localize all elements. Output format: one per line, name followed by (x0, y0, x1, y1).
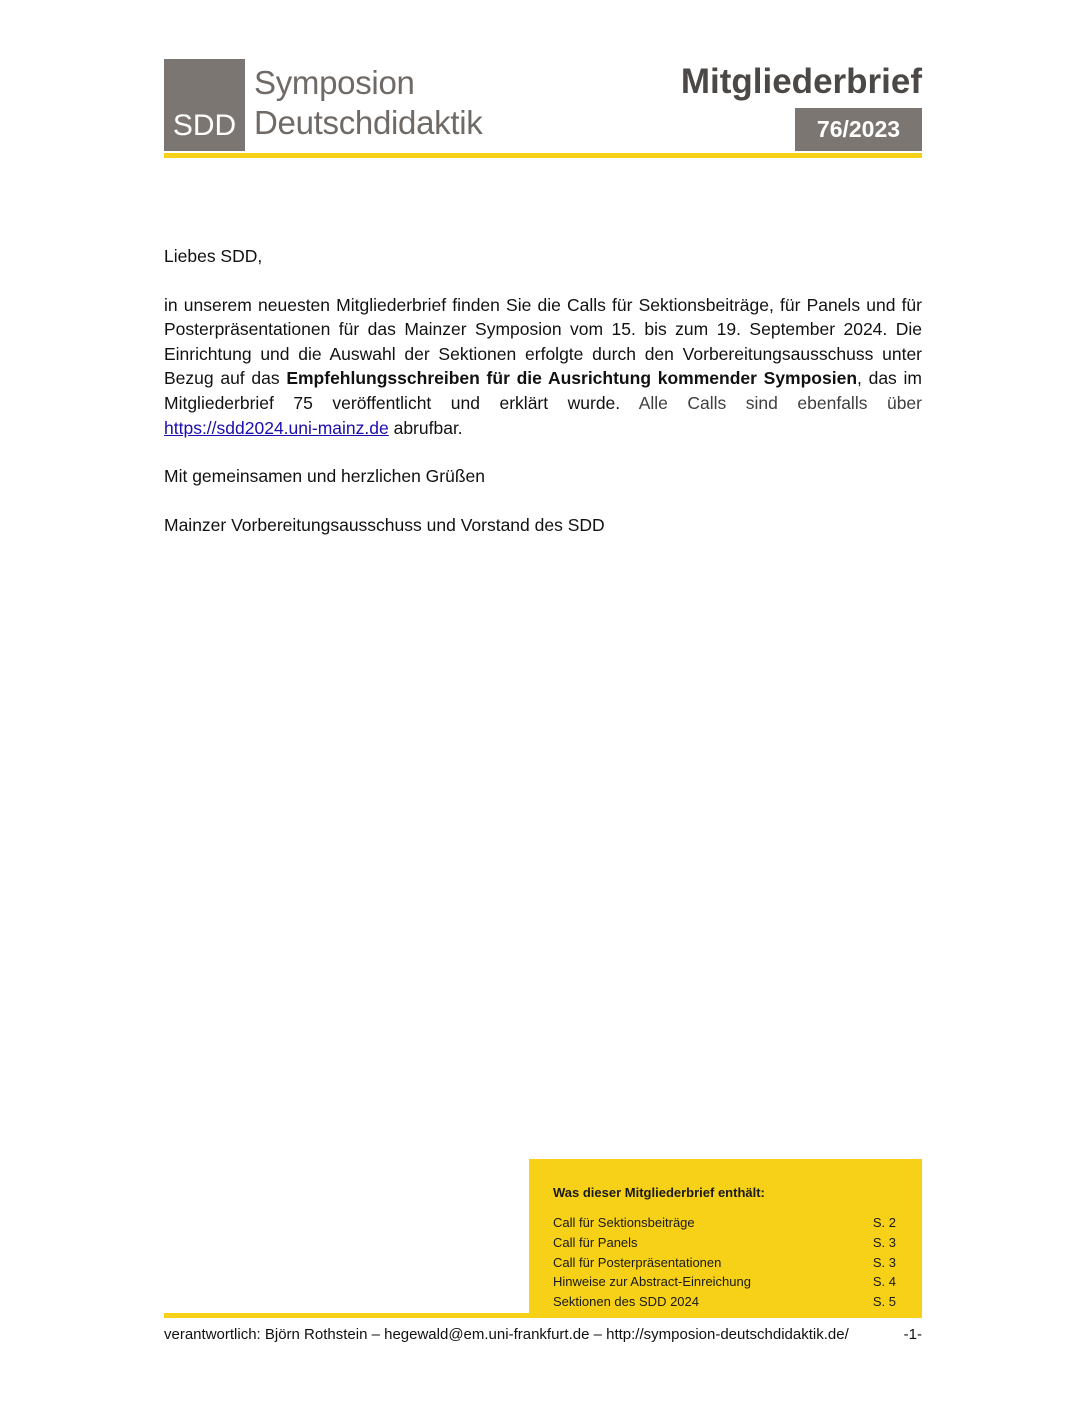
symposium-website-link[interactable]: https://sdd2024.uni-mainz.de (164, 417, 389, 438)
issue-number-badge: 76/2023 (795, 108, 922, 151)
page-footer (164, 1326, 922, 1343)
paragraph-text-4: abrufbar. (388, 417, 463, 438)
paragraph-text-2: , das im Mitgliederbrief 75 veröffentlicht und erklärt wurde. (164, 368, 922, 413)
signature: Mainzer Vorbereitungsausschuss und Vorstand des SDD (164, 514, 605, 535)
toc-item-page: S. 2 (872, 1215, 896, 1230)
letter-body (164, 244, 922, 537)
footer-responsible-text: verantwortlich: Björn Rothstein – hegewald@em.uni-frankfurt.de – http://symposion-deutschdidaktik.de/ (164, 1326, 849, 1343)
toc-item-label: Call für Panels (553, 1234, 638, 1250)
closing-greeting: Mit gemeinsamen und herzlichen Grüßen (164, 466, 485, 487)
toc-item-page: S. 3 (872, 1234, 896, 1250)
logo-abbreviation: SDD (172, 109, 237, 142)
toc-item-label: Sektionen des SDD 2024 (553, 1294, 699, 1310)
logo-text-symposion: Symposion (254, 64, 415, 101)
toc-item-label: Call für Posterpräsentationen (553, 1254, 722, 1270)
toc-item (553, 1272, 896, 1292)
main-paragraph (164, 293, 922, 441)
toc-item (553, 1292, 896, 1312)
salutation: Liebes SDD, (164, 246, 263, 266)
toc-item-label: Call für Sektionsbeiträge (553, 1215, 695, 1230)
paragraph-text-3: Alle Calls sind ebenfalls über (638, 392, 922, 413)
logo-text-deutschdidaktik: Deutschdidaktik (254, 104, 483, 141)
toc-item (553, 1233, 896, 1253)
page-number: -1- (903, 1326, 922, 1343)
toc-item-page: S. 4 (872, 1274, 896, 1290)
toc-item (553, 1213, 896, 1233)
toc-item-label: Hinweise zur Abstract-Einreichung (553, 1274, 751, 1290)
toc-item-page: S. 3 (872, 1254, 896, 1270)
toc-item (553, 1253, 896, 1273)
paragraph-text-1: in unserem neuesten Mitgliederbrief finden Sie die Calls für Sektionsbeiträge, für Panels und für Posterpräsentationen für das Mainzer Symposion vom 15. bis zum 19. September 2024. Die Einrichtung und die Auswahl der Sektionen erfolgte durch den Vorbereitungsausschuss unter Bezug auf das (164, 294, 922, 389)
table-of-contents (529, 1159, 922, 1313)
footer-divider (164, 1313, 922, 1318)
header-divider (164, 153, 922, 158)
toc-heading: Was dieser Mitgliederbrief enthält: (553, 1185, 765, 1200)
toc-item-page: S. 5 (872, 1294, 896, 1310)
document-title: Mitgliederbrief (680, 62, 922, 101)
recommendation-letter-title: Empfehlungsschreiben für die Ausrichtung kommender Symposien (286, 368, 858, 389)
logo-block (164, 59, 245, 151)
